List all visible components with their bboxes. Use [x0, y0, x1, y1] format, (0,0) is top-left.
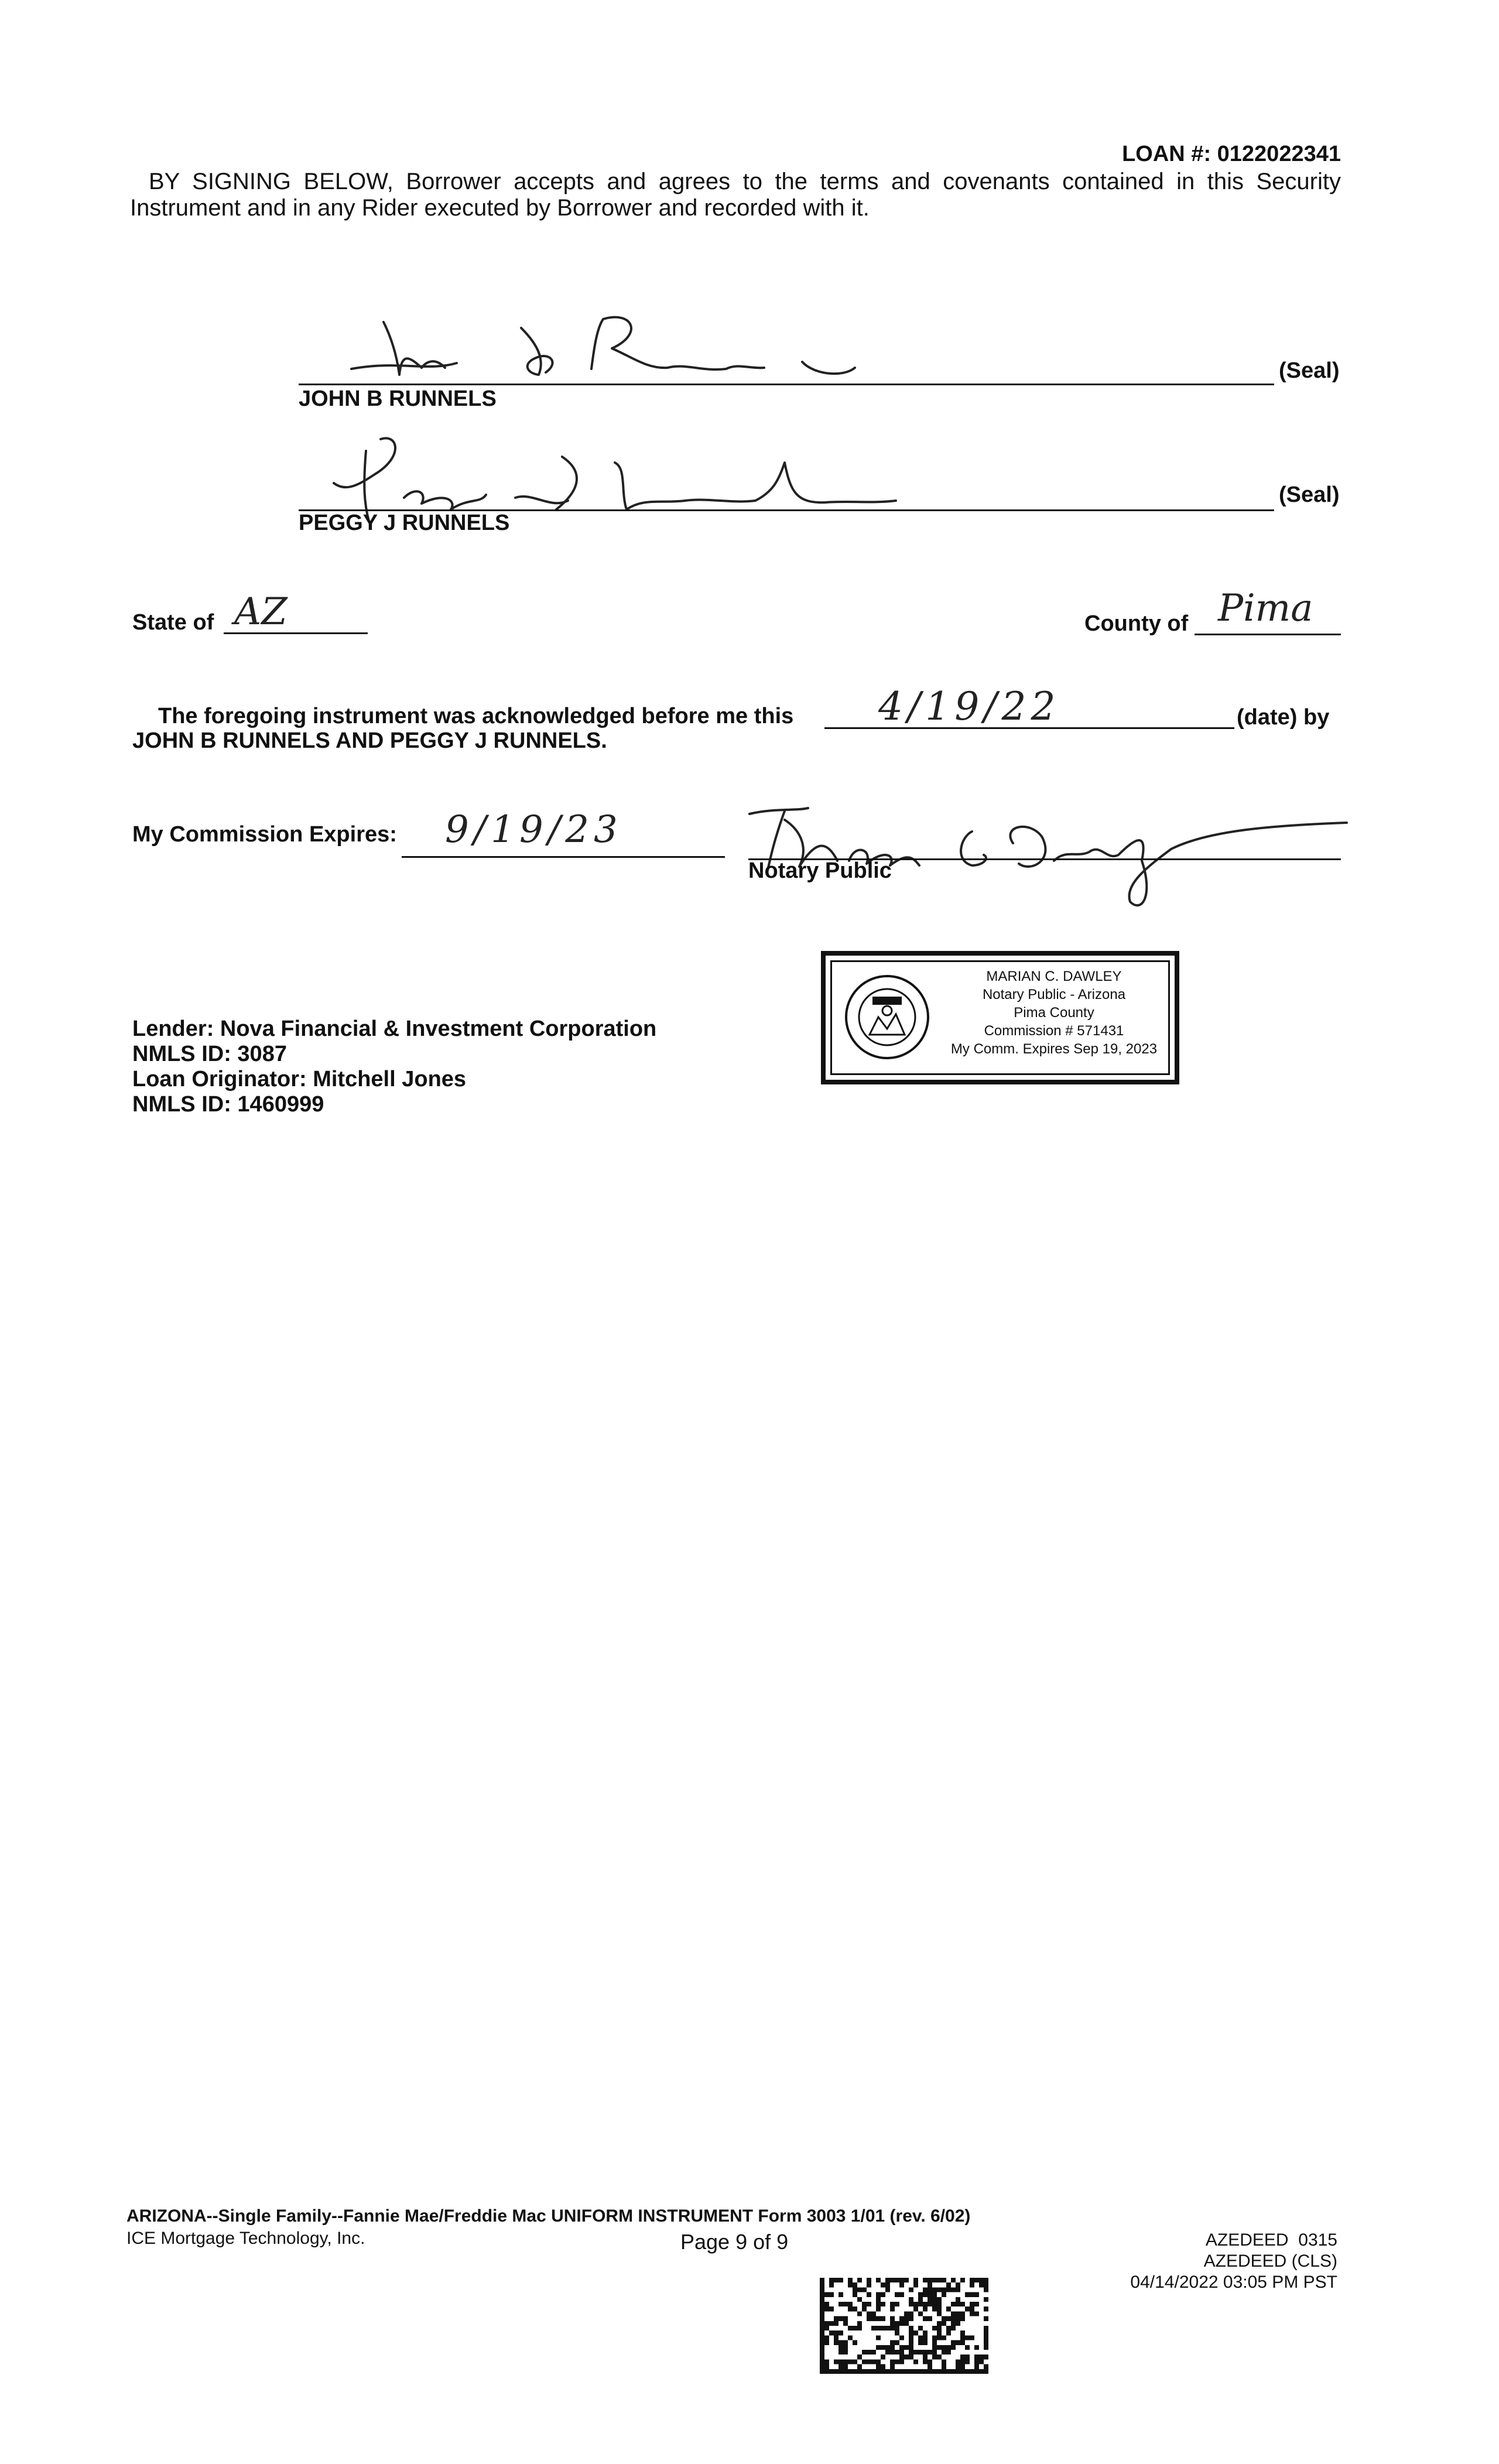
commission-date: 9/19/23: [445, 808, 622, 851]
acknowledged-names: JOHN B RUNNELS AND PEGGY J RUNNELS.: [132, 728, 607, 753]
intro-paragraph: [130, 169, 1341, 221]
footer-page-number: Page 9 of 9: [680, 2230, 789, 2254]
originator-nmls: NMLS ID: 1460999: [132, 1092, 324, 1117]
stamp-line-county: Pima County: [1014, 1005, 1094, 1021]
loan-originator: Loan Originator: Mitchell Jones: [132, 1067, 467, 1091]
intro-line-1: BY SIGNING BELOW, Borrower accepts and agrees to the terms and covenants contained in this Security: [149, 169, 1341, 194]
footer-code-1: AZEDEED 0315: [1205, 2230, 1337, 2250]
date-line: [824, 727, 1234, 729]
loan-number: LOAN #: 0122022341: [1122, 142, 1341, 166]
stamp-line-name: MARIAN C. DAWLEY: [986, 969, 1122, 984]
county-label: County of: [1084, 611, 1189, 636]
signer-name-1: JOHN B RUNNELS: [299, 386, 497, 411]
date-suffix: (date) by: [1237, 705, 1330, 730]
footer-timestamp: 04/14/2022 03:05 PM PST: [1130, 2273, 1337, 2292]
footer-codes: [1130, 2230, 1337, 2293]
seal-label-2: (Seal): [1279, 482, 1340, 507]
state-label: State of: [132, 610, 214, 635]
county-value: Pima: [1218, 587, 1313, 630]
notary-stamp: [821, 951, 1179, 1084]
county-line: [1195, 634, 1341, 635]
signer-name-2: PEGGY J RUNNELS: [299, 511, 510, 535]
acknowledgment-statement: The foregoing instrument was acknowledged before me this: [158, 704, 794, 728]
footer-vendor: ICE Mortgage Technology, Inc.: [126, 2229, 365, 2248]
notary-public-label: Notary Public: [748, 858, 892, 883]
stamp-line-title: Notary Public - Arizona: [982, 987, 1126, 1002]
commission-label: My Commission Expires:: [132, 822, 397, 847]
stamp-line-commission: Commission # 571431: [984, 1023, 1124, 1039]
intro-line-2: Instrument and in any Rider executed by Borrower and recorded with it.: [130, 195, 870, 221]
notary-signature: [738, 796, 1353, 913]
signature-john-runnels: [328, 304, 855, 386]
arizona-state-seal-icon: [843, 973, 931, 1061]
lender-name: Lender: Nova Financial & Investment Corporation: [132, 1017, 657, 1041]
state-value: AZ: [234, 590, 288, 634]
state-line: [224, 632, 368, 634]
commission-line: [402, 856, 725, 858]
stamp-line-expires: My Comm. Expires Sep 19, 2023: [950, 1041, 1158, 1057]
notary-stamp-text: [934, 967, 1174, 1058]
lender-block: [132, 1017, 656, 1117]
seal-label-1: (Seal): [1279, 358, 1340, 383]
document-barcode-icon: [820, 2278, 988, 2374]
lender-nmls: NMLS ID: 3087: [132, 1042, 287, 1066]
footer-code-2: AZEDEED (CLS): [1203, 2251, 1337, 2271]
footer-form-title: ARIZONA--Single Family--Fannie Mae/Freddie Mac UNIFORM INSTRUMENT Form 3003 1/01 (rev. 6/02): [126, 2206, 971, 2226]
acknowledgment-date: 4/19/22: [878, 684, 1060, 729]
signature-line-1: [299, 384, 1274, 385]
